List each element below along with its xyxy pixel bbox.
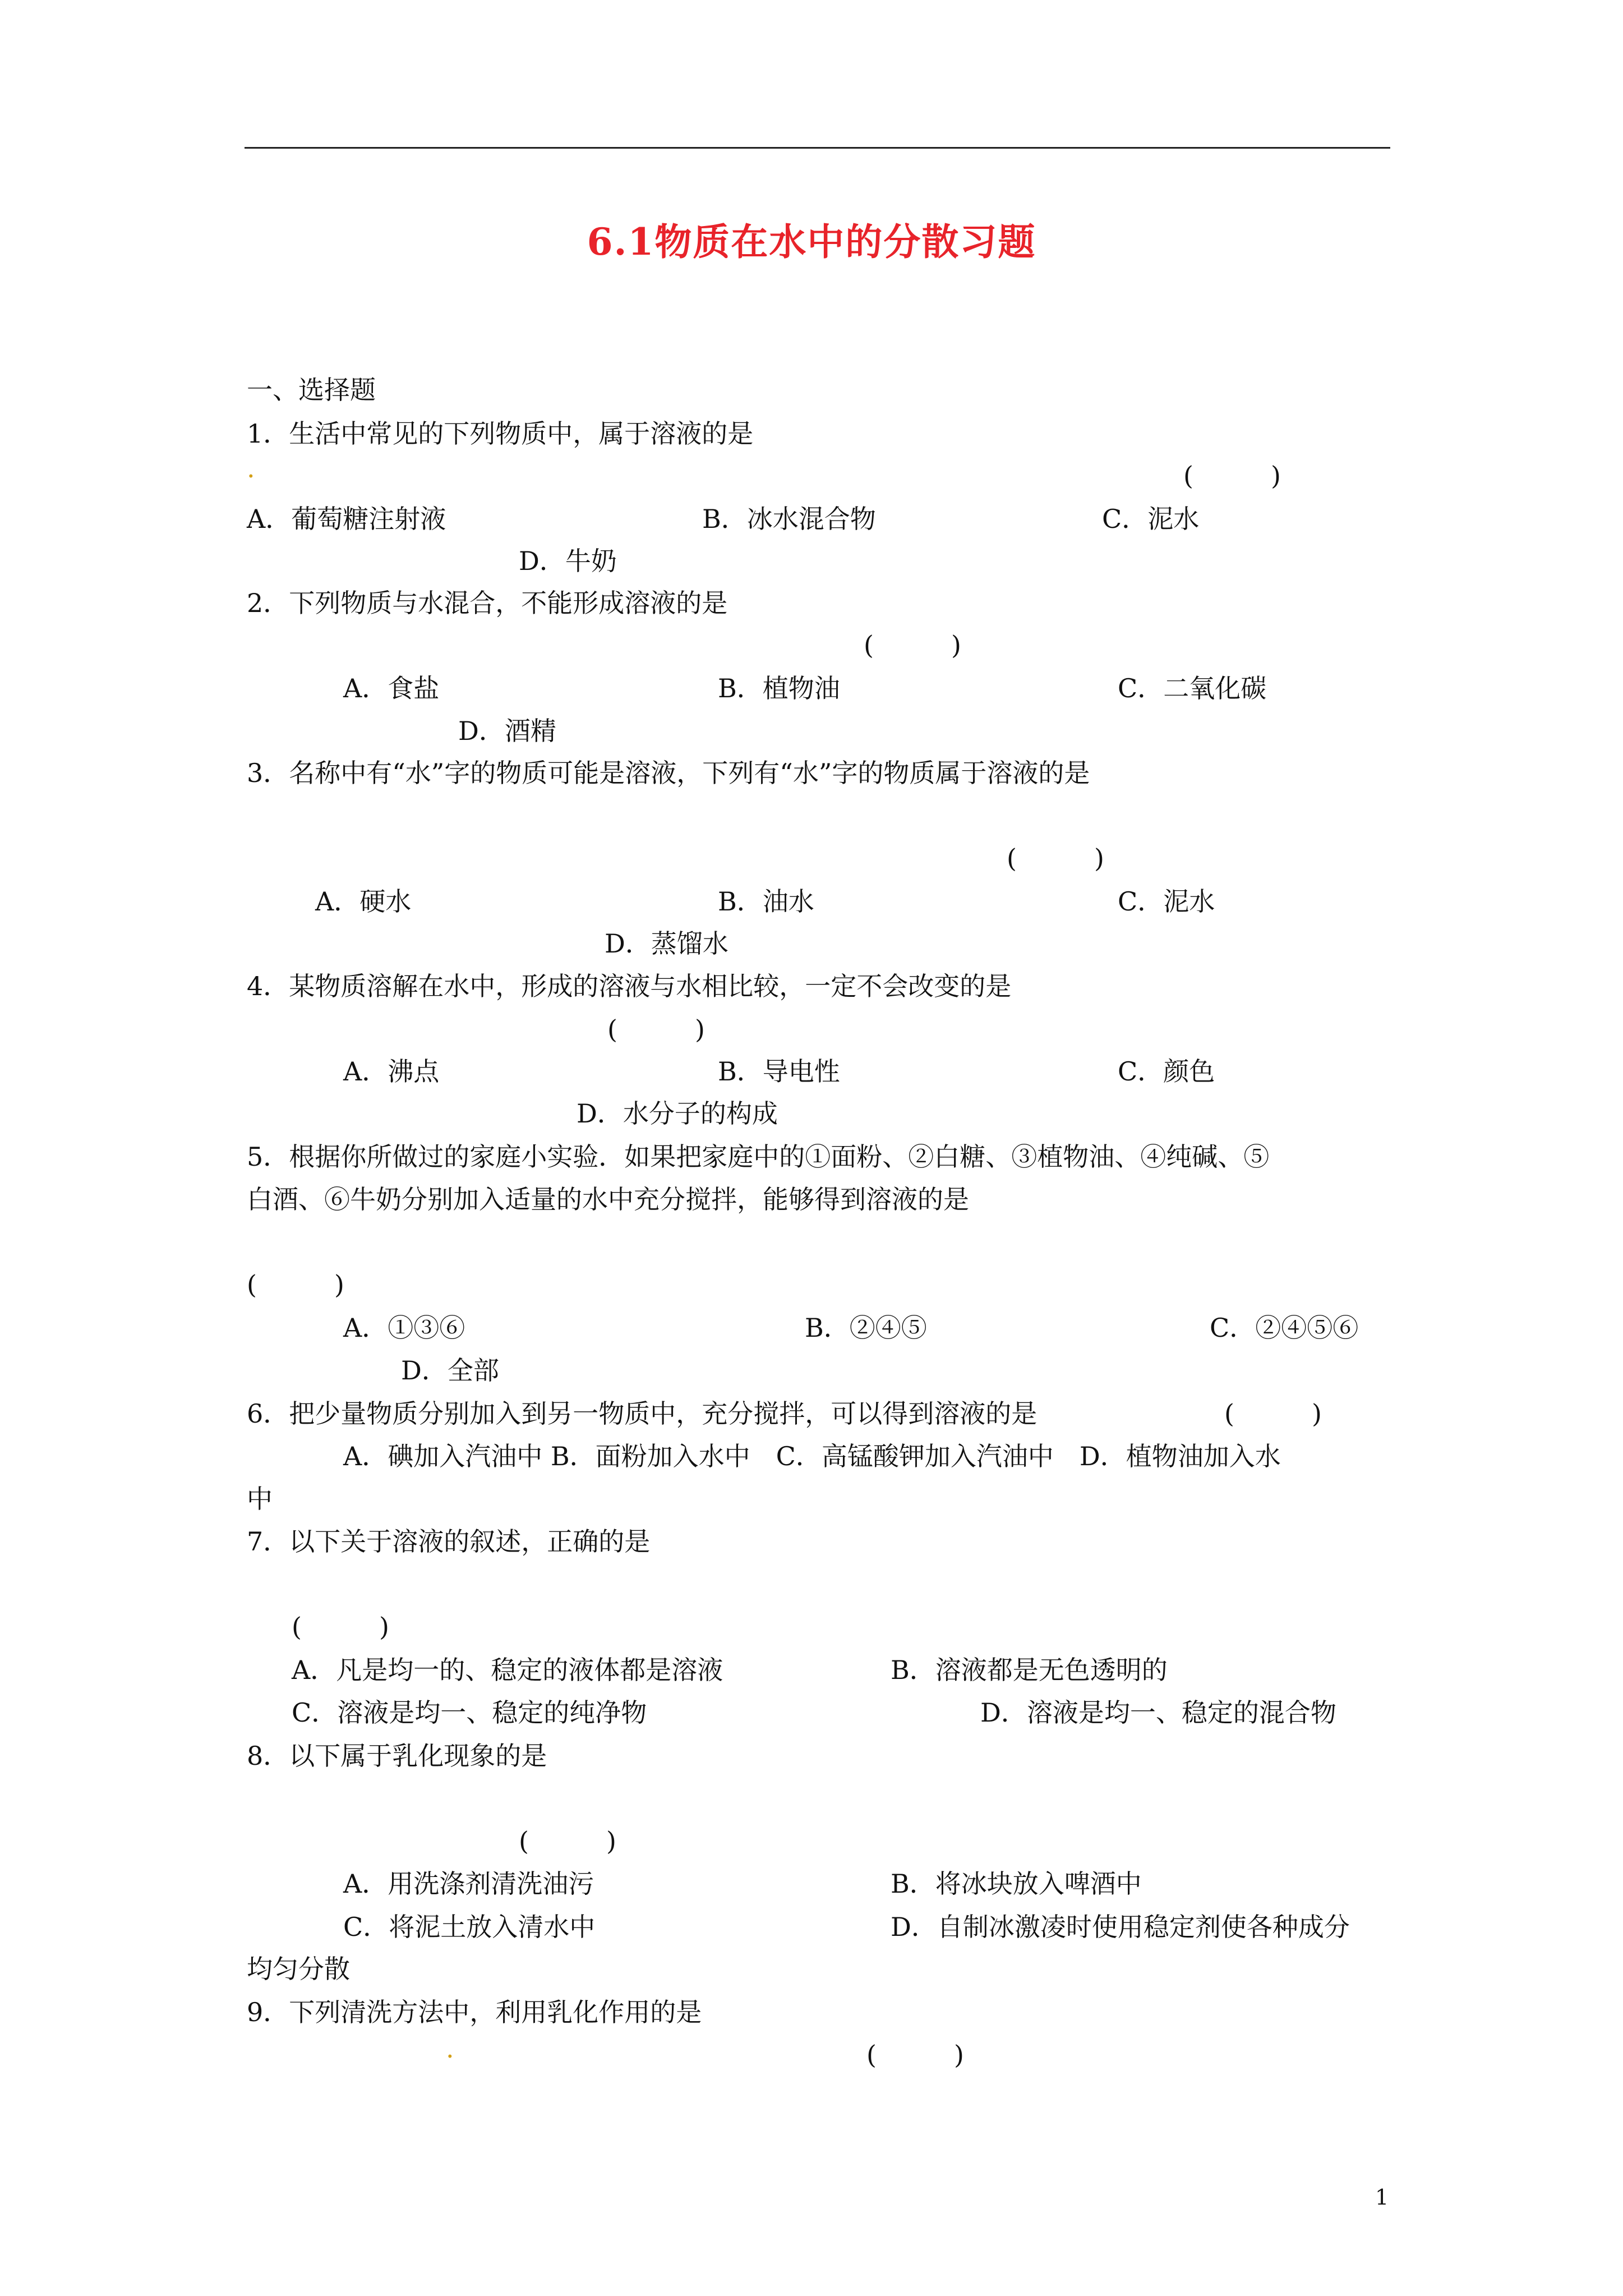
q7-option-d: D．溶液是均一、稳定的混合物 xyxy=(980,1697,1336,1728)
q9-stem: 9．下列清洗方法中，利用乳化作用的是 xyxy=(247,1997,702,2027)
q1-option-b: B．冰水混合物 xyxy=(702,504,876,534)
q3-stem: 3．名称中有“水”字的物质可能是溶液，下列有“水”字的物质属于溶液的是 xyxy=(247,758,1090,788)
q7-option-a: A．凡是均一的、稳定的液体都是溶液 xyxy=(292,1655,723,1685)
q3-option-c: C．泥水 xyxy=(1118,886,1215,917)
q7-answer-paren: ( ) xyxy=(292,1612,389,1642)
q5-option-a: A．①③⑥ xyxy=(343,1313,465,1343)
header-rule xyxy=(245,147,1390,149)
q4-answer-paren: ( ) xyxy=(607,1014,705,1045)
q2-option-c: C．二氧化碳 xyxy=(1118,673,1267,703)
q3-answer-paren: ( ) xyxy=(1007,843,1104,873)
q6-answer-paren: ( ) xyxy=(1224,1398,1322,1429)
q1-stem: 1．生活中常见的下列物质中，属于溶液的是 xyxy=(247,418,754,449)
q8-option-d-wrap: 均匀分散 xyxy=(247,1954,350,1984)
q2-option-a: A．食盐 xyxy=(343,673,440,703)
q3-option-d: D．蒸馏水 xyxy=(605,928,728,959)
q5-option-c: C．②④⑤⑥ xyxy=(1210,1313,1359,1343)
mark-dot: . xyxy=(247,453,255,484)
q8-option-a: A．用洗涤剂清洗油污 xyxy=(343,1869,594,1899)
q3-option-a: A．硬水 xyxy=(315,886,412,917)
q6-stem: 6．把少量物质分别加入到另一物质中，充分搅拌，可以得到溶液的是 xyxy=(247,1398,1038,1429)
q4-option-c: C．颜色 xyxy=(1118,1056,1215,1087)
q8-answer-paren: ( ) xyxy=(519,1826,616,1856)
q8-option-c: C．将泥土放入清水中 xyxy=(343,1912,596,1942)
q8-option-d: D．自制冰激凌时使用稳定剂使各种成分 xyxy=(891,1912,1350,1942)
q1-option-a: A．葡萄糖注射液 xyxy=(247,504,446,534)
section-heading: 一、选择题 xyxy=(247,375,376,405)
q1-answer-paren: ( ) xyxy=(1183,461,1281,491)
page-number: 1 xyxy=(1375,2185,1389,2210)
q7-stem: 7．以下关于溶液的叙述，正确的是 xyxy=(247,1526,651,1557)
q1-option-d: D．牛奶 xyxy=(519,546,617,576)
q4-option-d: D．水分子的构成 xyxy=(577,1098,778,1129)
q8-stem: 8．以下属于乳化现象的是 xyxy=(247,1741,547,1771)
page-title: 6.1物质在水中的分散习题 xyxy=(587,220,1036,264)
q2-stem: 2．下列物质与水混合，不能形成溶液的是 xyxy=(247,588,728,618)
q7-option-b: B．溶液都是无色透明的 xyxy=(891,1655,1168,1685)
q2-answer-paren: ( ) xyxy=(864,630,961,660)
q4-stem: 4．某物质溶解在水中，形成的溶液与水相比较，一定不会改变的是 xyxy=(247,971,1012,1001)
q5-answer-paren: ( ) xyxy=(247,1269,344,1300)
q4-option-a: A．沸点 xyxy=(343,1056,440,1087)
q5-stem-line1: 5．根据你所做过的家庭小实验．如果把家庭中的①面粉、②白糖、③植物油、④纯碱、⑤ xyxy=(247,1142,1270,1172)
q6-options: A．碘加入汽油中 B．面粉加入水中 C．高锰酸钾加入汽油中 D．植物油加入水 xyxy=(343,1441,1281,1471)
q4-option-b: B．导电性 xyxy=(718,1056,840,1087)
q8-option-b: B．将冰块放入啤酒中 xyxy=(891,1869,1142,1899)
q2-option-b: B．植物油 xyxy=(718,673,840,703)
q5-option-b: B．②④⑤ xyxy=(805,1313,927,1343)
q7-option-c: C．溶液是均一、稳定的纯净物 xyxy=(292,1697,647,1728)
q6-options-wrap: 中 xyxy=(247,1484,273,1514)
mark-dot: . xyxy=(446,2033,454,2064)
q5-option-d: D．全部 xyxy=(401,1355,499,1386)
q2-option-d: D．酒精 xyxy=(458,716,556,746)
q3-option-b: B．油水 xyxy=(718,886,814,917)
q9-answer-paren: ( ) xyxy=(866,2040,964,2070)
q1-option-c: C．泥水 xyxy=(1102,504,1200,534)
q5-stem-line2: 白酒、⑥牛奶分别加入适量的水中充分搅拌，能够得到溶液的是 xyxy=(247,1184,969,1214)
